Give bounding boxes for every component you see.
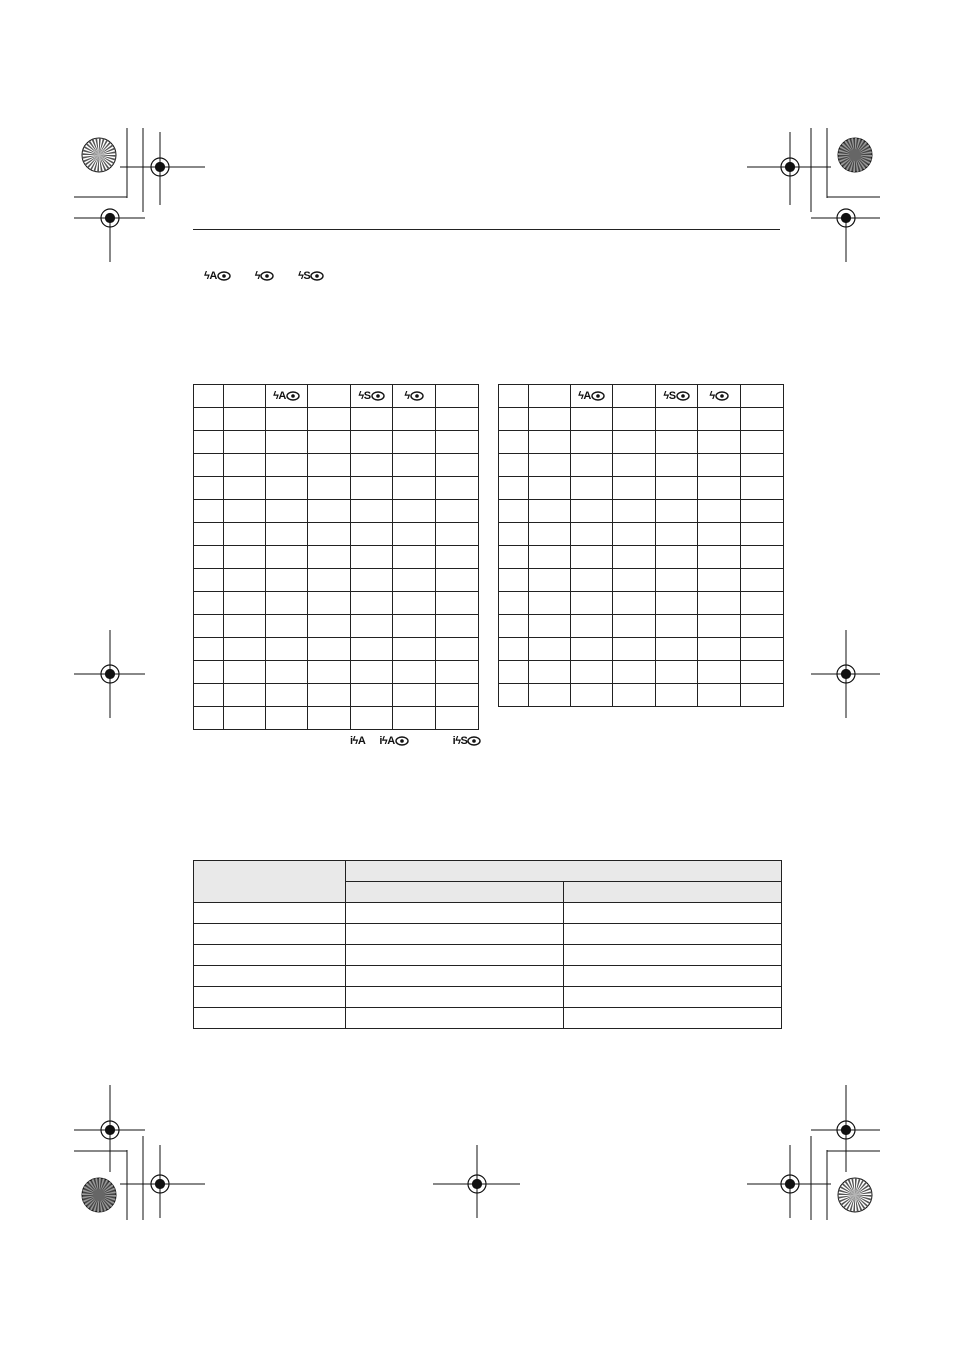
flash-slow-redeye-icon: ϟS — [298, 270, 324, 282]
table-row — [194, 966, 782, 987]
left-table-cell — [224, 615, 266, 638]
left-table-cell — [194, 592, 224, 615]
right-table-cell — [741, 684, 784, 707]
red-eye-icon — [260, 270, 274, 282]
left-table-cell — [224, 569, 266, 592]
table-row — [194, 945, 782, 966]
left-table-cell — [266, 707, 308, 730]
right-table-cell — [571, 431, 613, 454]
left-table-cell — [393, 431, 436, 454]
left-table-cell — [308, 431, 351, 454]
left-table-cell — [266, 569, 308, 592]
left-table-cell — [351, 408, 393, 431]
left-table-cell — [224, 408, 266, 431]
left-table-cell — [224, 661, 266, 684]
right-table-cell — [529, 523, 571, 546]
left-table-cell — [351, 638, 393, 661]
right-table-cell — [656, 431, 698, 454]
left-table-cell — [436, 684, 479, 707]
red-eye-icon — [310, 270, 324, 282]
left-table-cell — [194, 454, 224, 477]
right-table-cell — [741, 523, 784, 546]
right-table-cell — [741, 408, 784, 431]
table-row — [499, 684, 784, 707]
left-table-cell — [393, 500, 436, 523]
right-table-header-cell — [529, 385, 571, 408]
right-table-cell — [741, 454, 784, 477]
table-row — [194, 1008, 782, 1029]
right-table-cell — [571, 500, 613, 523]
intelligent-flash-auto-redeye-icon: iϟA — [379, 735, 408, 747]
right-table-cell — [529, 661, 571, 684]
intelligent-flash-note — [350, 735, 481, 747]
table-row — [499, 546, 784, 569]
right-table-cell — [698, 454, 741, 477]
left-table-cell — [308, 707, 351, 730]
table-row — [194, 569, 479, 592]
table-row — [194, 523, 479, 546]
right-table-cell — [613, 408, 656, 431]
right-table-cell — [741, 638, 784, 661]
table-row — [194, 500, 479, 523]
left-table-cell — [266, 546, 308, 569]
mid-table-cell — [564, 966, 782, 987]
left-table-cell — [351, 431, 393, 454]
right-table-cell — [698, 615, 741, 638]
right-table-cell — [529, 477, 571, 500]
table-row — [194, 408, 479, 431]
right-table-cell — [529, 615, 571, 638]
left-table-cell — [393, 546, 436, 569]
right-table-cell — [499, 684, 529, 707]
right-table-cell — [656, 523, 698, 546]
left-table-cell — [351, 569, 393, 592]
right-table-cell — [571, 615, 613, 638]
left-table-cell — [308, 684, 351, 707]
left-table-cell — [308, 500, 351, 523]
right-table-cell — [741, 431, 784, 454]
right-table-header-cell — [571, 385, 613, 408]
right-table-header-cell — [698, 385, 741, 408]
table-row — [499, 431, 784, 454]
left-table-cell — [266, 408, 308, 431]
left-table-cell — [351, 661, 393, 684]
right-table-cell — [529, 546, 571, 569]
right-table-cell — [698, 408, 741, 431]
left-table-cell — [308, 615, 351, 638]
right-table-cell — [656, 569, 698, 592]
table-row — [194, 638, 479, 661]
left-table-cell — [224, 638, 266, 661]
left-table-cell — [194, 661, 224, 684]
right-table-cell — [613, 638, 656, 661]
right-table-cell — [613, 569, 656, 592]
left-table-cell — [224, 707, 266, 730]
right-table-cell — [741, 546, 784, 569]
left-table-header-cell — [351, 385, 393, 408]
flash-slow-redeye-icon: ϟS — [663, 390, 689, 402]
right-table-cell — [741, 569, 784, 592]
mid-table-cell — [346, 903, 564, 924]
right-table-cell — [571, 569, 613, 592]
left-table-cell — [351, 684, 393, 707]
left-table-cell — [194, 408, 224, 431]
mid-table-subheader-1 — [346, 882, 564, 903]
intelligent-flash-slow-redeye-icon: iϟS — [453, 735, 482, 747]
mid-table-cell — [194, 987, 346, 1008]
red-eye-icon — [591, 390, 605, 402]
color-calibration-disc-icon — [82, 138, 116, 172]
left-table-header-cell — [266, 385, 308, 408]
table-row — [499, 523, 784, 546]
left-table-cell — [393, 592, 436, 615]
right-table-cell — [499, 477, 529, 500]
right-table-cell — [529, 638, 571, 661]
color-calibration-disc-icon — [838, 138, 872, 172]
left-table-cell — [266, 477, 308, 500]
right-table-cell — [741, 592, 784, 615]
table-row — [499, 661, 784, 684]
right-table-cell — [698, 523, 741, 546]
right-table-cell — [529, 408, 571, 431]
right-table-cell — [656, 638, 698, 661]
right-table-cell — [499, 615, 529, 638]
right-table-cell — [741, 615, 784, 638]
red-eye-icon — [371, 390, 385, 402]
left-table-cell — [351, 546, 393, 569]
left-table-cell — [393, 477, 436, 500]
right-table-cell — [741, 661, 784, 684]
left-table-cell — [393, 638, 436, 661]
left-table-cell — [266, 523, 308, 546]
left-table-cell — [308, 523, 351, 546]
table-row — [499, 477, 784, 500]
left-table-cell — [436, 661, 479, 684]
right-table-cell — [499, 569, 529, 592]
left-table-cell — [224, 592, 266, 615]
flash-on-redeye-icon: ϟ — [404, 390, 423, 402]
left-flash-table — [193, 384, 479, 730]
left-table-cell — [224, 523, 266, 546]
left-table-cell — [266, 684, 308, 707]
right-table-cell — [571, 592, 613, 615]
mid-table-cell — [194, 924, 346, 945]
right-table-cell — [613, 684, 656, 707]
left-table-cell — [308, 592, 351, 615]
mid-table-cell — [346, 924, 564, 945]
right-table-cell — [656, 454, 698, 477]
right-table-cell — [499, 431, 529, 454]
left-table-cell — [351, 454, 393, 477]
right-table-cell — [613, 546, 656, 569]
right-table-cell — [499, 523, 529, 546]
mid-table-cell — [194, 945, 346, 966]
right-table-cell — [656, 661, 698, 684]
right-table-header-cell — [656, 385, 698, 408]
left-table-cell — [194, 707, 224, 730]
left-table-cell — [308, 408, 351, 431]
left-table-cell — [308, 661, 351, 684]
right-table-cell — [529, 569, 571, 592]
left-table-cell — [308, 454, 351, 477]
color-calibration-disc-icon — [82, 1178, 116, 1212]
left-table-cell — [393, 684, 436, 707]
left-table-cell — [224, 684, 266, 707]
left-table-cell — [266, 592, 308, 615]
right-table-header-cell — [741, 385, 784, 408]
right-table-cell — [656, 684, 698, 707]
right-table-cell — [499, 408, 529, 431]
right-table-header-cell — [499, 385, 529, 408]
right-table-cell — [499, 546, 529, 569]
red-eye-icon — [715, 390, 729, 402]
left-table-cell — [393, 408, 436, 431]
left-table-cell — [194, 684, 224, 707]
left-table-cell — [436, 408, 479, 431]
right-table-header-cell — [613, 385, 656, 408]
flash-range-table — [193, 860, 782, 1029]
left-table-cell — [194, 523, 224, 546]
red-eye-icon — [286, 390, 300, 402]
right-table-cell — [571, 661, 613, 684]
table-row — [194, 903, 782, 924]
left-table-cell — [436, 569, 479, 592]
right-table-cell — [571, 523, 613, 546]
mid-table-group-header — [346, 861, 782, 882]
left-table-cell — [224, 431, 266, 454]
left-table-cell — [308, 569, 351, 592]
left-table-cell — [436, 546, 479, 569]
left-table-cell — [436, 431, 479, 454]
left-table-cell — [351, 592, 393, 615]
mid-table-cell — [564, 945, 782, 966]
left-table-cell — [194, 638, 224, 661]
left-table-cell — [194, 477, 224, 500]
right-table-cell — [613, 454, 656, 477]
left-table-cell — [393, 454, 436, 477]
table-row — [194, 546, 479, 569]
mid-table-cell — [564, 924, 782, 945]
right-table-cell — [741, 477, 784, 500]
right-table-cell — [698, 592, 741, 615]
table-row — [194, 684, 479, 707]
left-table-cell — [194, 500, 224, 523]
red-eye-icon — [217, 270, 231, 282]
left-table-cell — [351, 707, 393, 730]
left-table-cell — [266, 615, 308, 638]
right-table-cell — [656, 546, 698, 569]
mid-table-subheader-2 — [564, 882, 782, 903]
left-table-cell — [436, 454, 479, 477]
table-row — [499, 592, 784, 615]
left-table-cell — [194, 615, 224, 638]
flash-auto-redeye-icon: ϟA — [578, 390, 605, 402]
mid-table-cell — [346, 987, 564, 1008]
table-row — [194, 477, 479, 500]
right-table-cell — [571, 408, 613, 431]
right-table-cell — [571, 638, 613, 661]
right-table-cell — [499, 638, 529, 661]
left-table-cell — [224, 477, 266, 500]
table-row — [194, 454, 479, 477]
right-table-cell — [499, 500, 529, 523]
left-table-cell — [266, 454, 308, 477]
left-table-cell — [351, 500, 393, 523]
left-table-cell — [266, 431, 308, 454]
right-flash-table — [498, 384, 784, 707]
table-row — [194, 431, 479, 454]
table-row — [499, 408, 784, 431]
table-row — [499, 454, 784, 477]
left-table-cell — [308, 546, 351, 569]
flash-auto-redeye-icon: ϟA — [204, 270, 231, 282]
mid-table-cell — [346, 1008, 564, 1029]
right-table-cell — [499, 661, 529, 684]
table-row — [499, 615, 784, 638]
right-table-cell — [698, 569, 741, 592]
right-table-cell — [613, 431, 656, 454]
table-row — [499, 569, 784, 592]
right-table-cell — [656, 615, 698, 638]
right-table-cell — [741, 500, 784, 523]
color-calibration-disc-icon — [838, 1178, 872, 1212]
left-table-header-cell — [436, 385, 479, 408]
right-table-cell — [529, 431, 571, 454]
left-table-cell — [436, 477, 479, 500]
left-table-cell — [436, 592, 479, 615]
right-table-cell — [499, 454, 529, 477]
left-table-cell — [393, 523, 436, 546]
flash-slow-redeye-icon: ϟS — [358, 390, 384, 402]
right-table-cell — [698, 684, 741, 707]
right-table-cell — [656, 408, 698, 431]
left-table-cell — [436, 707, 479, 730]
right-table-cell — [613, 523, 656, 546]
left-table-cell — [436, 523, 479, 546]
left-table-header-cell — [393, 385, 436, 408]
left-table-cell — [351, 477, 393, 500]
table-row — [499, 638, 784, 661]
left-table-cell — [194, 569, 224, 592]
red-eye-icon — [410, 390, 424, 402]
left-table-cell — [266, 500, 308, 523]
left-table-cell — [436, 500, 479, 523]
left-table-header-cell — [308, 385, 351, 408]
table-row — [499, 500, 784, 523]
right-table-cell — [613, 592, 656, 615]
right-table-cell — [529, 500, 571, 523]
table-row — [194, 615, 479, 638]
left-table-cell — [393, 707, 436, 730]
red-eye-icon — [467, 735, 481, 747]
right-table-cell — [571, 546, 613, 569]
left-table-cell — [266, 638, 308, 661]
mid-table-cell — [194, 903, 346, 924]
right-table-cell — [656, 500, 698, 523]
right-table-cell — [656, 592, 698, 615]
flash-auto-redeye-icon: ϟA — [273, 390, 300, 402]
right-table-cell — [613, 615, 656, 638]
mid-table-corner-header — [194, 861, 346, 903]
right-table-cell — [698, 546, 741, 569]
right-table-cell — [499, 592, 529, 615]
right-table-cell — [613, 477, 656, 500]
right-table-cell — [698, 661, 741, 684]
red-eye-icon — [676, 390, 690, 402]
left-table-cell — [308, 638, 351, 661]
left-table-cell — [194, 431, 224, 454]
flash-on-redeye-icon: ϟ — [709, 390, 728, 402]
right-table-cell — [571, 684, 613, 707]
header-rule — [193, 229, 780, 230]
left-table-cell — [393, 661, 436, 684]
right-table-cell — [571, 454, 613, 477]
left-table-cell — [436, 638, 479, 661]
mid-table-cell — [564, 903, 782, 924]
red-eye-icon — [395, 735, 409, 747]
right-table-cell — [613, 500, 656, 523]
table-row — [194, 924, 782, 945]
table-row — [194, 592, 479, 615]
left-table-cell — [436, 615, 479, 638]
mid-table-cell — [564, 1008, 782, 1029]
mid-table-cell — [564, 987, 782, 1008]
left-table-cell — [224, 500, 266, 523]
mid-table-cell — [194, 1008, 346, 1029]
right-table-cell — [529, 592, 571, 615]
right-table-cell — [571, 477, 613, 500]
right-table-cell — [698, 431, 741, 454]
right-table-cell — [698, 477, 741, 500]
intelligent-flash-auto-icon: iϟA — [350, 735, 366, 747]
left-table-cell — [224, 546, 266, 569]
left-table-cell — [194, 546, 224, 569]
left-table-cell — [393, 569, 436, 592]
left-table-header-cell — [224, 385, 266, 408]
mid-table-cell — [346, 966, 564, 987]
right-table-cell — [698, 638, 741, 661]
flash-mode-icons — [204, 270, 324, 282]
left-table-cell — [351, 615, 393, 638]
left-table-cell — [308, 477, 351, 500]
right-table-cell — [613, 661, 656, 684]
left-table-cell — [351, 523, 393, 546]
right-table-cell — [529, 684, 571, 707]
left-table-cell — [393, 615, 436, 638]
flash-on-redeye-icon: ϟ — [255, 270, 274, 282]
table-row — [194, 661, 479, 684]
mid-table-cell — [194, 966, 346, 987]
right-table-cell — [656, 477, 698, 500]
right-table-cell — [529, 454, 571, 477]
left-table-header-cell — [194, 385, 224, 408]
left-table-cell — [224, 454, 266, 477]
right-table-cell — [698, 500, 741, 523]
left-table-cell — [266, 661, 308, 684]
table-row — [194, 707, 479, 730]
mid-table-cell — [346, 945, 564, 966]
table-row — [194, 987, 782, 1008]
